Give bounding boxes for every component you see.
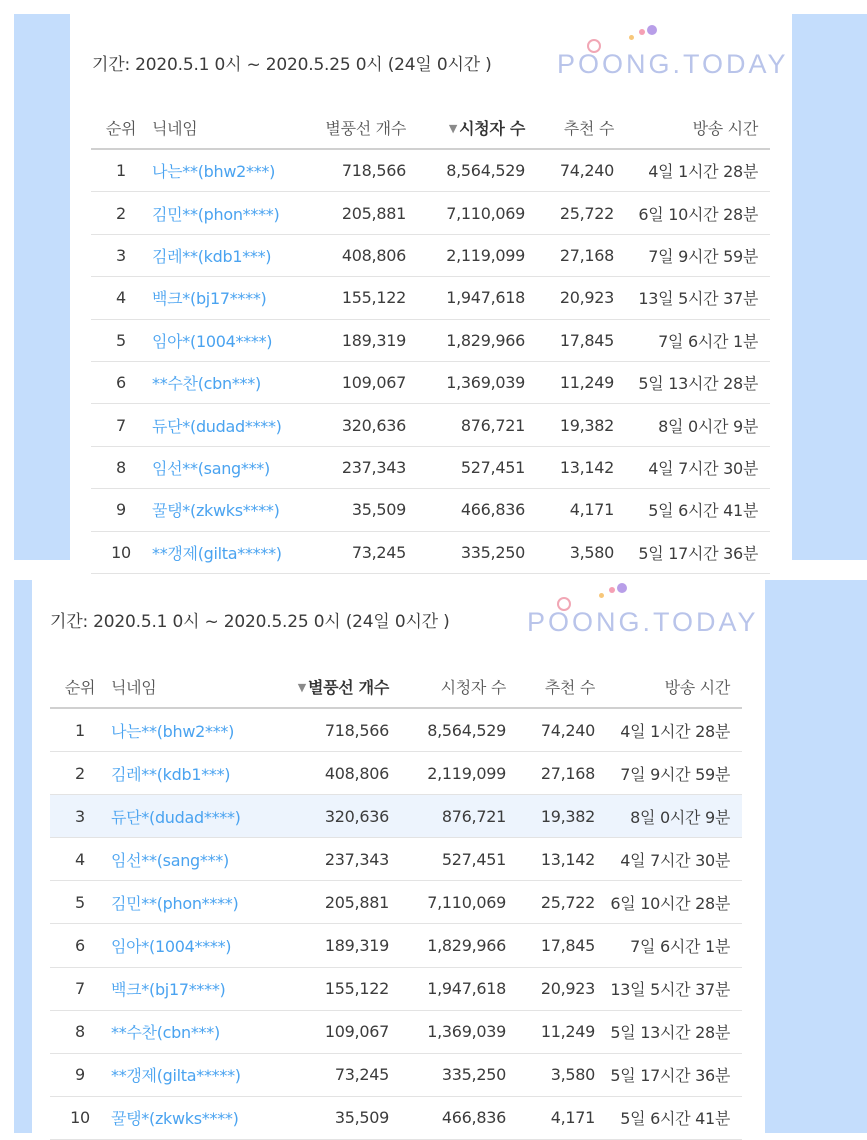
table-row[interactable] bbox=[91, 319, 770, 361]
cell-viewers: 7,110,069 bbox=[418, 192, 537, 234]
cell-recommendations: 74,240 bbox=[518, 708, 607, 752]
cell-broadcast-time: 5일 6시간 41분 bbox=[626, 489, 770, 531]
logo-text: POONG.TODAY bbox=[557, 49, 789, 79]
right-side-panel-top bbox=[792, 14, 867, 560]
cell-viewers: 1,947,618 bbox=[401, 967, 518, 1010]
cell-viewers: 876,721 bbox=[401, 795, 518, 838]
header-nickname[interactable]: 닉네임 bbox=[110, 665, 282, 708]
cell-broadcast-time: 13일 5시간 37분 bbox=[607, 967, 742, 1010]
cell-nickname[interactable]: 김레**(kdb1***) bbox=[110, 752, 282, 795]
cell-recommendations: 74,240 bbox=[537, 149, 626, 192]
table-row[interactable] bbox=[50, 1053, 742, 1096]
cell-viewers: 7,110,069 bbox=[401, 881, 518, 924]
table-row[interactable] bbox=[50, 752, 742, 795]
cell-viewers: 1,829,966 bbox=[418, 319, 537, 361]
cell-recommendations: 3,580 bbox=[518, 1053, 607, 1096]
header-rank[interactable]: 순위 bbox=[91, 106, 151, 149]
cell-balloons: 205,881 bbox=[282, 881, 401, 924]
cell-broadcast-time: 7일 6시간 1분 bbox=[607, 924, 742, 967]
table-row[interactable] bbox=[50, 1010, 742, 1053]
cell-viewers: 1,829,966 bbox=[401, 924, 518, 967]
logo-balloon-icon bbox=[587, 39, 601, 53]
table-row[interactable] bbox=[91, 149, 770, 192]
cell-broadcast-time: 5일 13시간 28분 bbox=[607, 1010, 742, 1053]
cell-broadcast-time: 7일 9시간 59분 bbox=[607, 752, 742, 795]
logo-bubble-icon bbox=[609, 587, 615, 593]
cell-balloons: 35,509 bbox=[282, 1096, 401, 1139]
cell-rank: 7 bbox=[91, 404, 151, 446]
header-balloons[interactable]: ▼ 별풍선 개수 bbox=[282, 665, 401, 708]
table-row[interactable] bbox=[91, 404, 770, 446]
cell-balloons: 320,636 bbox=[282, 795, 401, 838]
table-header-row bbox=[91, 106, 770, 149]
logo-bubble-icon bbox=[599, 593, 604, 598]
logo-balloon-icon bbox=[557, 597, 571, 611]
logo-bubble-icon bbox=[617, 583, 627, 593]
cell-broadcast-time: 6일 10시간 28분 bbox=[607, 881, 742, 924]
cell-broadcast-time: 8일 0시간 9분 bbox=[626, 404, 770, 446]
cell-recommendations: 17,845 bbox=[518, 924, 607, 967]
cell-broadcast-time: 5일 13시간 28분 bbox=[626, 361, 770, 403]
cell-nickname[interactable]: 임아*(1004****) bbox=[151, 319, 317, 361]
cell-balloons: 237,343 bbox=[282, 838, 401, 881]
header-nickname[interactable]: 닉네임 bbox=[151, 106, 317, 149]
table-row[interactable] bbox=[91, 361, 770, 403]
cell-nickname[interactable]: 김민**(phon****) bbox=[110, 881, 282, 924]
cell-balloons: 718,566 bbox=[317, 149, 418, 192]
cell-broadcast-time: 7일 6시간 1분 bbox=[626, 319, 770, 361]
cell-nickname[interactable]: 나는**(bhw2***) bbox=[110, 708, 282, 752]
cell-viewers: 1,369,039 bbox=[401, 1010, 518, 1053]
cell-viewers: 466,836 bbox=[401, 1096, 518, 1139]
cell-nickname[interactable]: 임선**(sang***) bbox=[151, 446, 317, 488]
cell-broadcast-time: 4일 1시간 28분 bbox=[607, 708, 742, 752]
cell-recommendations: 4,171 bbox=[537, 489, 626, 531]
poong-today-logo[interactable] bbox=[557, 49, 789, 89]
cell-broadcast-time: 4일 7시간 30분 bbox=[607, 838, 742, 881]
cell-broadcast-time: 5일 17시간 36분 bbox=[626, 531, 770, 573]
table-row[interactable] bbox=[91, 446, 770, 488]
cell-recommendations: 19,382 bbox=[537, 404, 626, 446]
cell-nickname[interactable]: 듀단*(dudad****) bbox=[110, 795, 282, 838]
cell-rank: 4 bbox=[50, 838, 110, 881]
cell-nickname[interactable]: 김민**(phon****) bbox=[151, 192, 317, 234]
cell-viewers: 335,250 bbox=[418, 531, 537, 573]
cell-rank: 1 bbox=[91, 149, 151, 192]
cell-broadcast-time: 5일 17시간 36분 bbox=[607, 1053, 742, 1096]
cell-balloons: 155,122 bbox=[282, 967, 401, 1010]
table-row[interactable] bbox=[91, 192, 770, 234]
cell-broadcast-time: 6일 10시간 28분 bbox=[626, 192, 770, 234]
cell-recommendations: 13,142 bbox=[537, 446, 626, 488]
logo-bubble-icon bbox=[629, 35, 634, 40]
table-row[interactable] bbox=[91, 531, 770, 573]
cell-broadcast-time: 7일 9시간 59분 bbox=[626, 234, 770, 276]
cell-rank: 5 bbox=[91, 319, 151, 361]
cell-nickname[interactable]: 김레**(kdb1***) bbox=[151, 234, 317, 276]
cell-rank: 2 bbox=[50, 752, 110, 795]
period-label: 기간: 2020.5.1 0시 ~ 2020.5.25 0시 (24일 0시간 ) bbox=[92, 55, 492, 75]
cell-viewers: 8,564,529 bbox=[401, 708, 518, 752]
cell-recommendations: 20,923 bbox=[518, 967, 607, 1010]
logo-text: POONG.TODAY bbox=[527, 607, 759, 637]
header-recommendations[interactable]: 추천 수 bbox=[537, 106, 626, 149]
cell-rank: 8 bbox=[50, 1010, 110, 1053]
header-rank[interactable]: 순위 bbox=[50, 665, 110, 708]
cell-rank: 6 bbox=[50, 924, 110, 967]
cell-rank: 10 bbox=[91, 531, 151, 573]
cell-nickname[interactable]: **수찬(cbn***) bbox=[110, 1010, 282, 1053]
table-row[interactable] bbox=[50, 967, 742, 1010]
cell-recommendations: 17,845 bbox=[537, 319, 626, 361]
cell-nickname[interactable]: **갱제(gilta*****) bbox=[151, 531, 317, 573]
table-row[interactable] bbox=[50, 795, 742, 838]
header-viewers[interactable]: ▼ 시청자 수 bbox=[418, 106, 537, 149]
table-row[interactable] bbox=[91, 277, 770, 319]
cell-nickname[interactable]: 나는**(bhw2***) bbox=[151, 149, 317, 192]
cell-viewers: 876,721 bbox=[418, 404, 537, 446]
ranking-table-bottom bbox=[50, 665, 742, 1140]
cell-recommendations: 3,580 bbox=[537, 531, 626, 573]
cell-broadcast-time: 4일 1시간 28분 bbox=[626, 149, 770, 192]
cell-nickname[interactable]: 백크*(bj17****) bbox=[110, 967, 282, 1010]
cell-nickname[interactable]: 임선**(sang***) bbox=[110, 838, 282, 881]
cell-rank: 9 bbox=[91, 489, 151, 531]
cell-balloons: 718,566 bbox=[282, 708, 401, 752]
cell-balloons: 73,245 bbox=[282, 1053, 401, 1096]
cell-nickname[interactable]: 꿀탱*(zkwks****) bbox=[151, 489, 317, 531]
cell-recommendations: 13,142 bbox=[518, 838, 607, 881]
cell-recommendations: 27,168 bbox=[537, 234, 626, 276]
period-label: 기간: 2020.5.1 0시 ~ 2020.5.25 0시 (24일 0시간 ) bbox=[50, 612, 450, 632]
cell-balloons: 73,245 bbox=[317, 531, 418, 573]
cell-balloons: 189,319 bbox=[317, 319, 418, 361]
cell-rank: 5 bbox=[50, 881, 110, 924]
left-side-panel-bottom bbox=[14, 580, 32, 1133]
cell-balloons: 109,067 bbox=[317, 361, 418, 403]
cell-viewers: 527,451 bbox=[401, 838, 518, 881]
cell-viewers: 8,564,529 bbox=[418, 149, 537, 192]
cell-viewers: 1,369,039 bbox=[418, 361, 537, 403]
cell-recommendations: 11,249 bbox=[518, 1010, 607, 1053]
cell-recommendations: 11,249 bbox=[537, 361, 626, 403]
cell-nickname[interactable]: 꿀탱*(zkwks****) bbox=[110, 1096, 282, 1139]
cell-recommendations: 25,722 bbox=[537, 192, 626, 234]
cell-rank: 6 bbox=[91, 361, 151, 403]
cell-viewers: 2,119,099 bbox=[401, 752, 518, 795]
cell-balloons: 189,319 bbox=[282, 924, 401, 967]
cell-recommendations: 4,171 bbox=[518, 1096, 607, 1139]
cell-viewers: 466,836 bbox=[418, 489, 537, 531]
table-row[interactable] bbox=[91, 489, 770, 531]
cell-balloons: 155,122 bbox=[317, 277, 418, 319]
left-side-panel-top bbox=[14, 14, 70, 560]
table-row[interactable] bbox=[50, 924, 742, 967]
cell-viewers: 2,119,099 bbox=[418, 234, 537, 276]
table-row[interactable] bbox=[50, 708, 742, 752]
cell-balloons: 320,636 bbox=[317, 404, 418, 446]
logo-bubble-icon bbox=[647, 25, 657, 35]
cell-rank: 10 bbox=[50, 1096, 110, 1139]
cell-balloons: 109,067 bbox=[282, 1010, 401, 1053]
header-balloons[interactable]: 별풍선 개수 bbox=[317, 106, 418, 149]
table-row[interactable] bbox=[91, 234, 770, 276]
cell-balloons: 205,881 bbox=[317, 192, 418, 234]
cell-viewers: 527,451 bbox=[418, 446, 537, 488]
cell-rank: 9 bbox=[50, 1053, 110, 1096]
right-side-panel-bottom bbox=[765, 580, 867, 1133]
cell-viewers: 1,947,618 bbox=[418, 277, 537, 319]
cell-rank: 3 bbox=[50, 795, 110, 838]
table-row[interactable] bbox=[50, 838, 742, 881]
logo-bubble-icon bbox=[639, 29, 645, 35]
cell-recommendations: 19,382 bbox=[518, 795, 607, 838]
cell-balloons: 237,343 bbox=[317, 446, 418, 488]
ranking-table-top bbox=[91, 106, 770, 574]
poong-today-logo[interactable] bbox=[527, 607, 759, 647]
cell-nickname[interactable]: **갱제(gilta*****) bbox=[110, 1053, 282, 1096]
header-broadcast-time[interactable]: 방송 시간 bbox=[626, 106, 770, 149]
table-row[interactable] bbox=[50, 881, 742, 924]
cell-broadcast-time: 13일 5시간 37분 bbox=[626, 277, 770, 319]
cell-viewers: 335,250 bbox=[401, 1053, 518, 1096]
cell-rank: 3 bbox=[91, 234, 151, 276]
cell-rank: 8 bbox=[91, 446, 151, 488]
cell-rank: 4 bbox=[91, 277, 151, 319]
cell-balloons: 408,806 bbox=[317, 234, 418, 276]
header-recommendations[interactable]: 추천 수 bbox=[518, 665, 607, 708]
cell-nickname[interactable]: **수찬(cbn***) bbox=[151, 361, 317, 403]
cell-nickname[interactable]: 듀단*(dudad****) bbox=[151, 404, 317, 446]
cell-balloons: 408,806 bbox=[282, 752, 401, 795]
header-viewers[interactable]: 시청자 수 bbox=[401, 665, 518, 708]
cell-recommendations: 27,168 bbox=[518, 752, 607, 795]
cell-broadcast-time: 8일 0시간 9분 bbox=[607, 795, 742, 838]
cell-rank: 1 bbox=[50, 708, 110, 752]
cell-broadcast-time: 5일 6시간 41분 bbox=[607, 1096, 742, 1139]
cell-rank: 2 bbox=[91, 192, 151, 234]
table-header-row bbox=[50, 665, 742, 708]
cell-balloons: 35,509 bbox=[317, 489, 418, 531]
header-broadcast-time[interactable]: 방송 시간 bbox=[607, 665, 742, 708]
cell-nickname[interactable]: 백크*(bj17****) bbox=[151, 277, 317, 319]
cell-broadcast-time: 4일 7시간 30분 bbox=[626, 446, 770, 488]
cell-rank: 7 bbox=[50, 967, 110, 1010]
cell-recommendations: 20,923 bbox=[537, 277, 626, 319]
cell-recommendations: 25,722 bbox=[518, 881, 607, 924]
cell-nickname[interactable]: 임아*(1004****) bbox=[110, 924, 282, 967]
